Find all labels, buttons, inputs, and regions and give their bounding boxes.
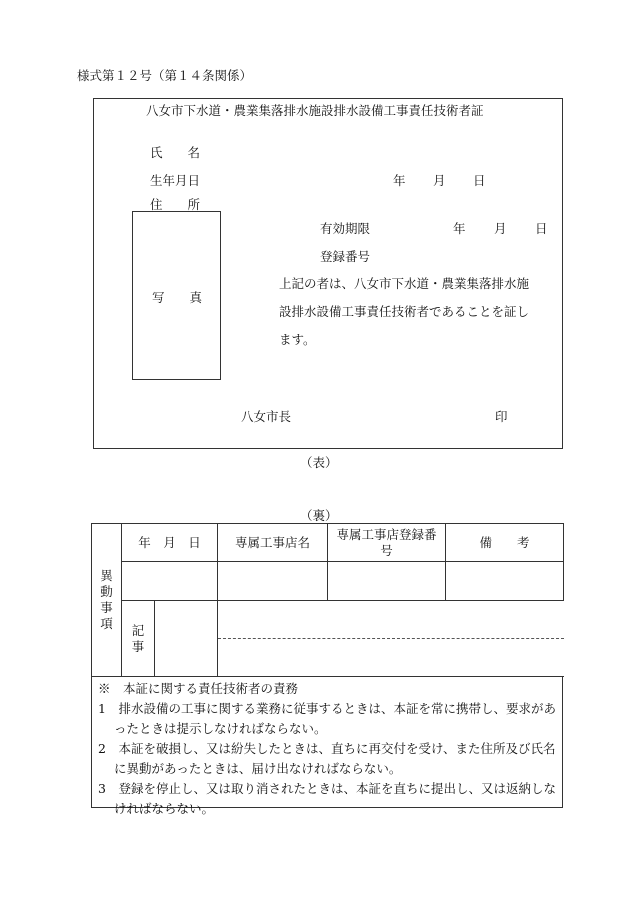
record-label: 記 事 xyxy=(122,601,155,677)
header-remarks: 備 考 xyxy=(446,524,564,562)
change-items-side-label: 異 動 事 項 xyxy=(92,524,122,677)
certify-line-1: 上記の者は、八女市下水道・農業集落排水施 xyxy=(279,276,530,291)
address-label: 住 所 xyxy=(150,197,201,212)
form-number: 様式第１２号（第１４条関係） xyxy=(77,68,253,83)
record-dashed-line xyxy=(218,638,564,639)
valid-month-label: 月 xyxy=(494,221,507,236)
seal-label: 印 xyxy=(495,409,508,424)
cell-store-name xyxy=(218,562,328,601)
valid-label: 有効期限 xyxy=(320,221,371,236)
header-date: 年 月 日 xyxy=(122,524,218,562)
record-content-cell xyxy=(218,601,564,677)
front-caption: （表） xyxy=(300,455,338,470)
header-store-reg: 専属工事店登録番 号 xyxy=(328,524,446,562)
front-title: 八女市下水道・農業集落排水施設排水設備工事責任技術者証 xyxy=(146,103,484,118)
change-record-table xyxy=(91,523,564,677)
birth-year-label: 年 xyxy=(393,173,406,188)
header-store-name: 専属工事店名 xyxy=(218,524,328,562)
cell-date xyxy=(122,562,218,601)
birth-month-label: 月 xyxy=(433,173,446,188)
duties-notes xyxy=(91,677,563,816)
reg-label: 登録番号 xyxy=(320,249,371,264)
valid-day-label: 日 xyxy=(535,221,548,236)
birth-label: 生年月日 xyxy=(150,173,201,188)
back-caption: （裏） xyxy=(300,508,338,523)
valid-year-label: 年 xyxy=(453,221,466,236)
note-item-1: 1 排水設備の工事に関する業務に従事するときは、本証を常に携帯し、要求があったときは提示しなければならない。 xyxy=(98,701,556,736)
cell-remarks xyxy=(446,562,564,601)
birth-day-label: 日 xyxy=(473,173,486,188)
record-blank-cell xyxy=(155,601,218,677)
certify-line-3: ます。 xyxy=(279,332,316,347)
notes-title: ※ 本証に関する責任技術者の責務 xyxy=(98,681,299,696)
cell-store-reg xyxy=(328,562,446,601)
note-item-3: 3 登録を停止し、又は取り消されたときは、本証を直ちに提出し、又は返納しなければならない。 xyxy=(98,781,556,816)
name-label: 氏 名 xyxy=(150,145,201,160)
mayor-label: 八女市長 xyxy=(241,409,292,424)
certify-line-2: 設排水設備工事責任技術者であることを証し xyxy=(279,304,530,319)
note-item-2: 2 本証を破損し、又は紛失したときは、直ちに再交付を受け、また住所及び氏名に異動があったときは、届け出なければならない。 xyxy=(98,741,556,776)
photo-label: 写 真 xyxy=(152,290,203,305)
